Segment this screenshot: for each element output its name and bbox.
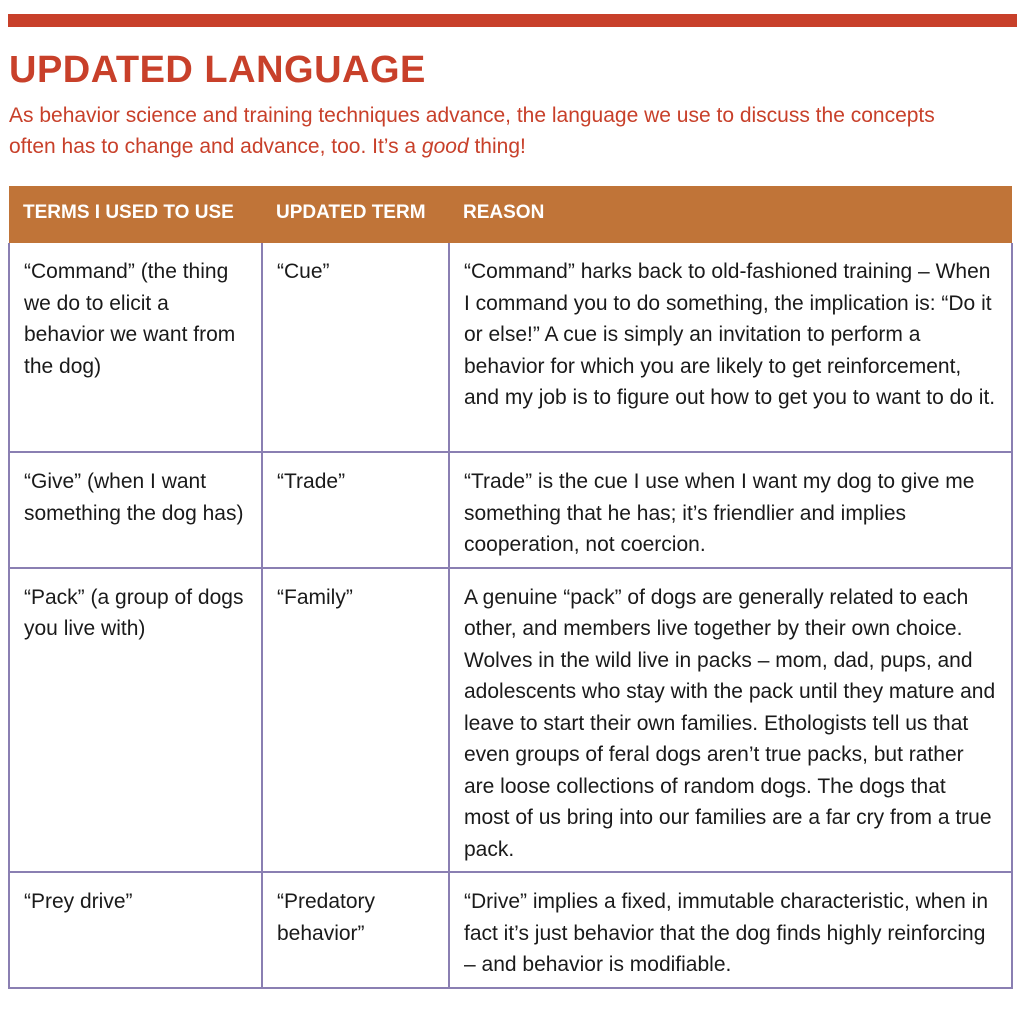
old-term-cell: “Prey drive” [9,872,262,988]
table-header [9,186,1012,243]
header-old-terms: TERMS I USED TO USE [9,186,262,243]
top-accent-rule [8,14,1017,27]
header-reason: REASON [449,186,1012,243]
table-row [9,872,1012,988]
intro-text-start: As behavior science and training techniques advance, the language we use to discuss the concepts often has to change and advance, too. It’s a [9,104,935,158]
reason-cell: “Trade” is the cue I use when I want my dog to give me something that he has; it’s friendlier and implies cooperation, not coercion. [449,452,1012,568]
old-term-cell: “Pack” (a group of dogs you live with) [9,568,262,873]
updated-term-cell: “Family” [262,568,449,873]
old-term-cell: “Give” (when I want something the dog has) [9,452,262,568]
table-row [9,243,1012,452]
updated-term-cell: “Trade” [262,452,449,568]
intro-text-end: thing! [468,135,526,158]
reason-cell: “Command” harks back to old-fashioned training – When I command you to do something, the implication is: “Do it or else!” A cue is simply an invitation to perform a behavior for which you are likely to get reinforcement, and my job is to figure out how to get you to want to do it. [449,243,1012,452]
intro-emphasis: good [421,135,469,158]
reason-cell: A genuine “pack” of dogs are generally related to each other, and members live together by their own choice. Wolves in the wild live in packs – mom, dad, pups, and adolescents who stay with the pack until they mature and leave to start their own families. Ethologists tell us that even groups of feral dogs aren’t true packs, but rather are loose collections of random dogs. The dogs that most of us bring into our families are a far cry from a true pack. [449,568,1012,873]
table-row [9,452,1012,568]
updated-term-cell: “Predatory behavior” [262,872,449,988]
table-row [9,568,1012,873]
page-title: UPDATED LANGUAGE [9,49,426,91]
reason-cell: “Drive” implies a fixed, immutable characteristic, when in fact it’s just behavior that the dog finds highly reinforcing – and behavior is modifiable. [449,872,1012,988]
updated-term-cell: “Cue” [262,243,449,452]
header-updated-term: UPDATED TERM [262,186,449,243]
table-body [9,243,1012,988]
terms-table [8,186,1013,989]
table-header-row [9,186,1012,243]
old-term-cell: “Command” (the thing we do to elicit a behavior we want from the dog) [9,243,262,452]
intro-paragraph [9,100,969,162]
